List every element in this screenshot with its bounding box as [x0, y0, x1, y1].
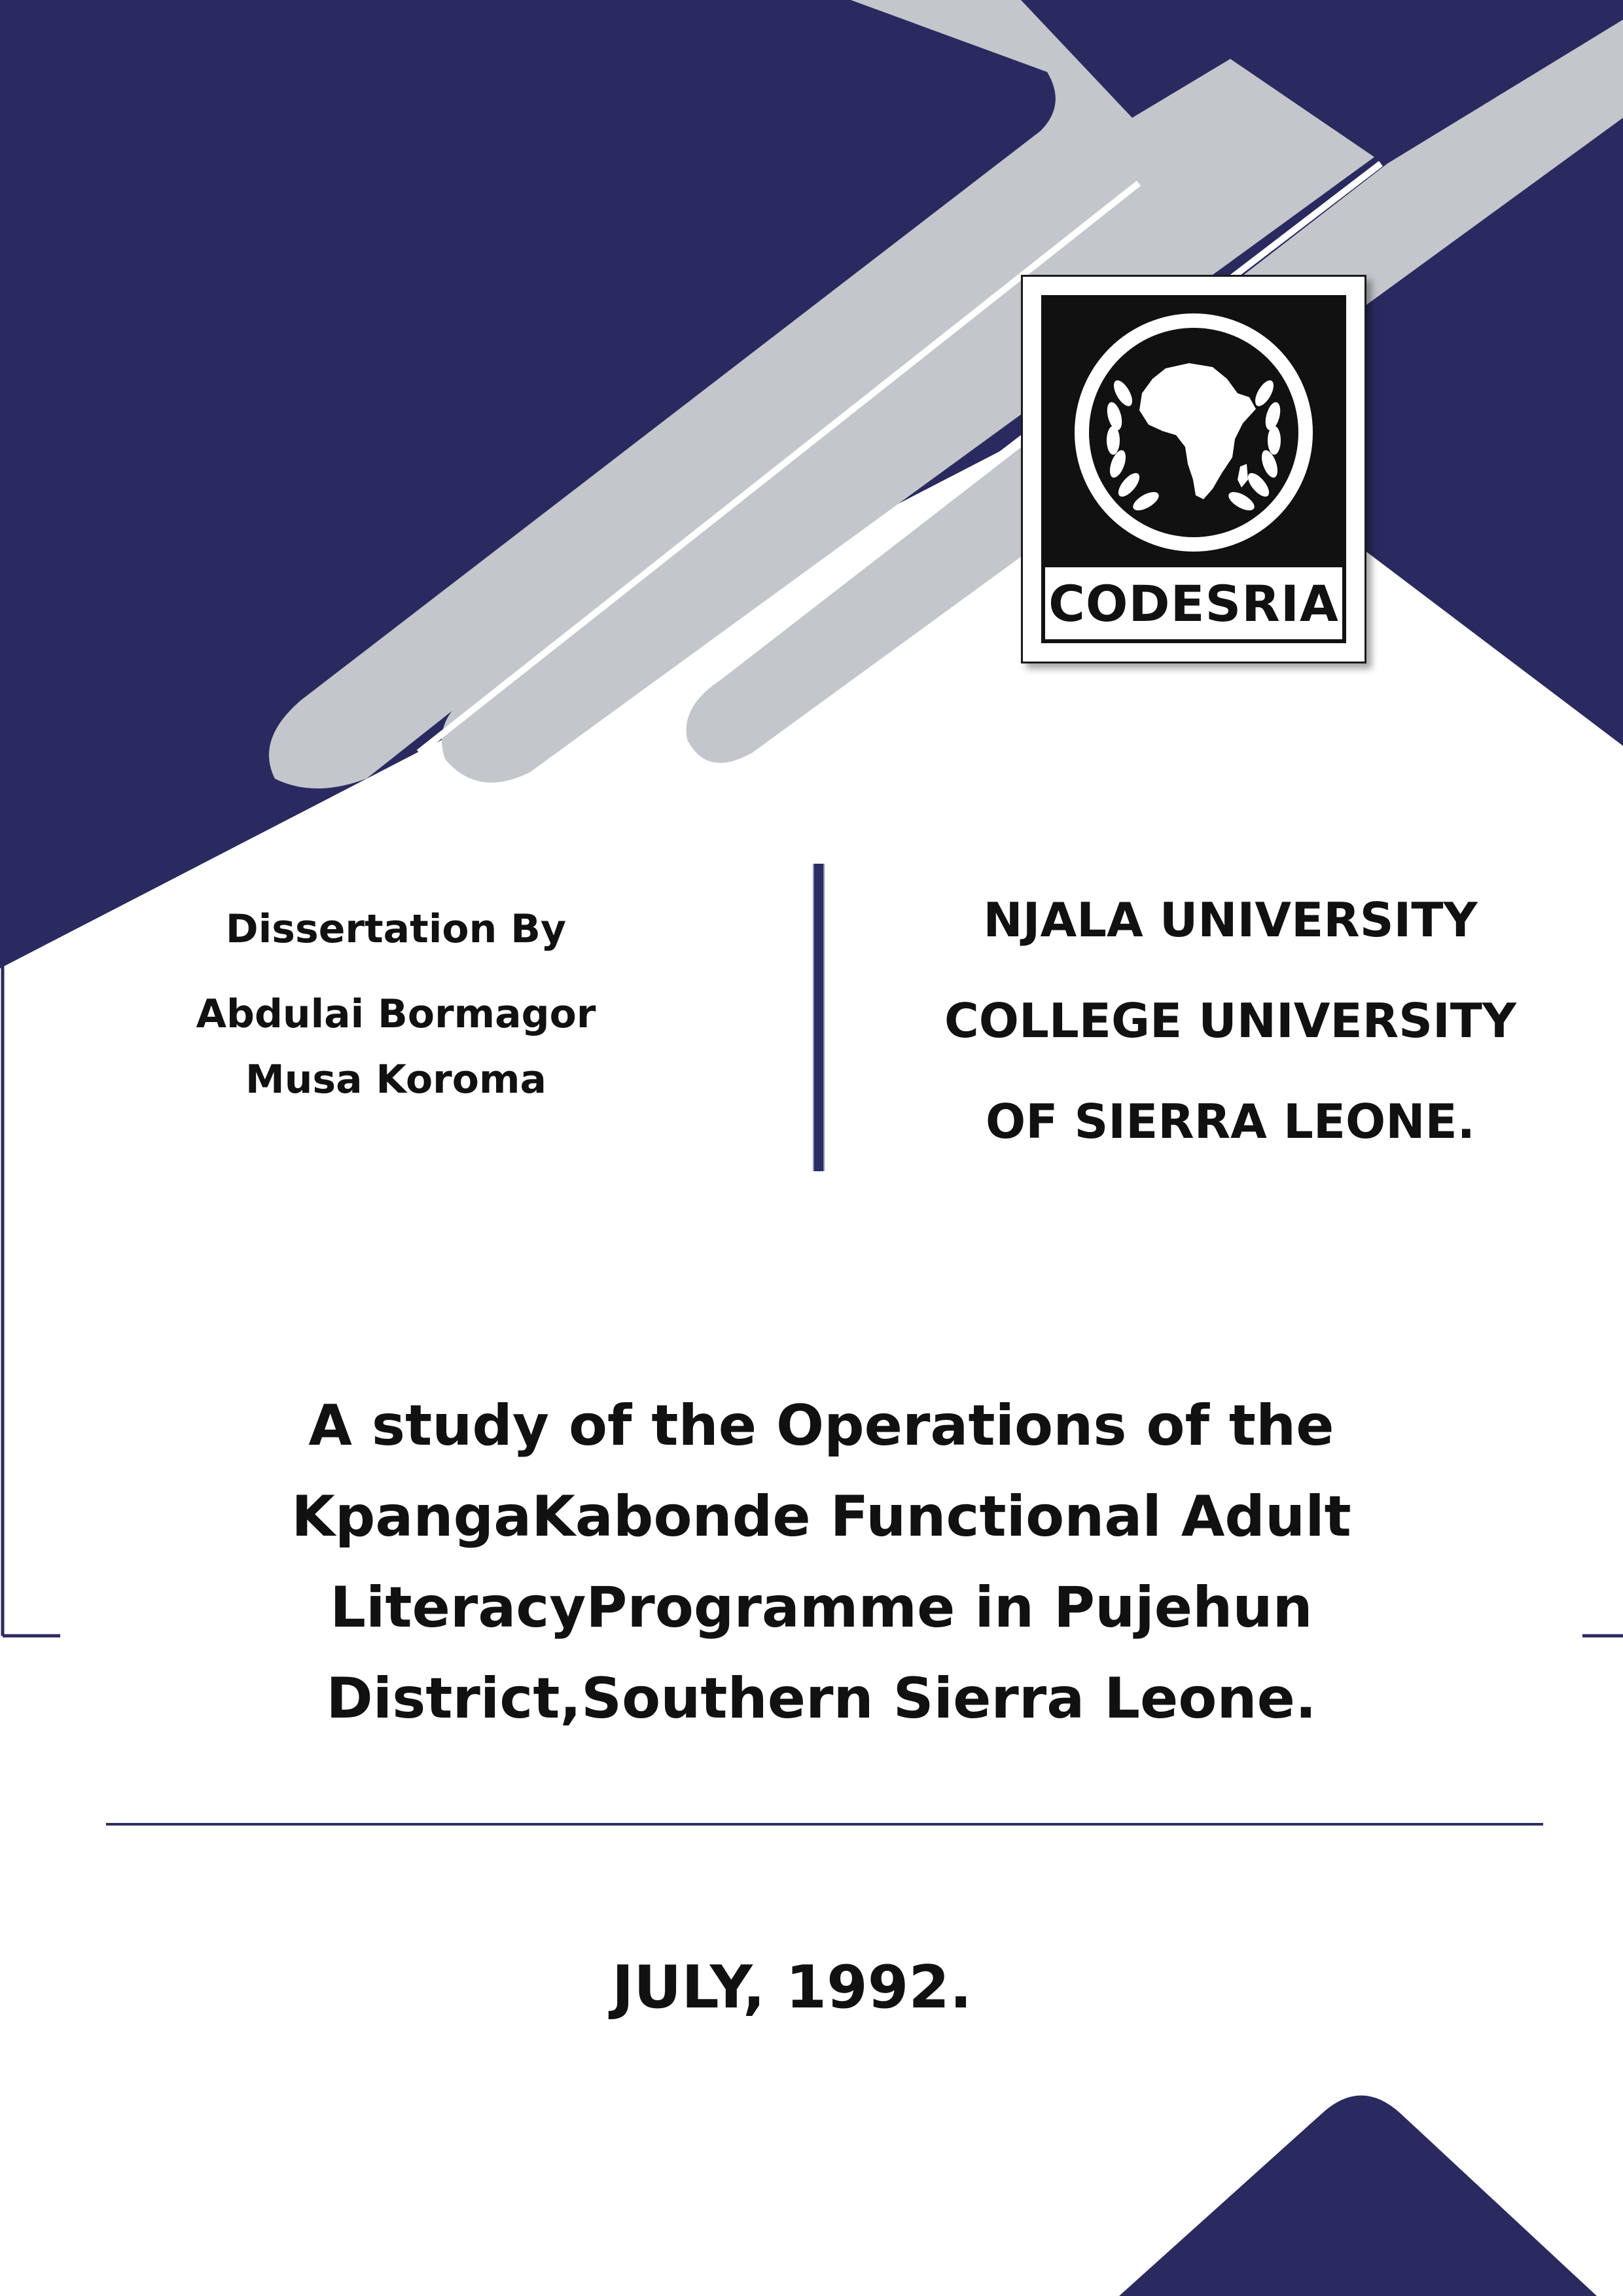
title-line2: KpangaKabonde Functional Adult: [291, 1484, 1351, 1549]
institution-block: [851, 892, 1610, 1199]
title-line3: LiteracyProgramme in Pujehun: [330, 1575, 1313, 1640]
author-block: [151, 906, 641, 1125]
africa-laurel-emblem-icon: [1041, 295, 1346, 570]
institution-line2: COLLEGE UNIVERSITY: [944, 993, 1517, 1048]
author-name-line1: Abdulai Bormagor: [196, 991, 596, 1037]
dissertation-title: [131, 1381, 1512, 1744]
logo-wordmark: CODESRIA: [1041, 563, 1346, 643]
institution-line3: OF SIERRA LEONE.: [985, 1094, 1476, 1149]
logo-panel: [1041, 295, 1346, 643]
codesria-logo: [1021, 275, 1366, 663]
title-line4: District,Southern Sierra Leone.: [326, 1666, 1317, 1731]
title-line1: A study of the Operations of the: [308, 1393, 1334, 1458]
publication-date: JULY, 1992.: [611, 1953, 972, 2022]
horizontal-rule: [106, 1823, 1543, 1826]
author-label: Dissertation By: [225, 906, 567, 952]
author-name-line2: Musa Koroma: [245, 1057, 546, 1103]
vertical-divider: [813, 864, 825, 1171]
institution-line1: NJALA UNIVERSITY: [983, 892, 1478, 947]
